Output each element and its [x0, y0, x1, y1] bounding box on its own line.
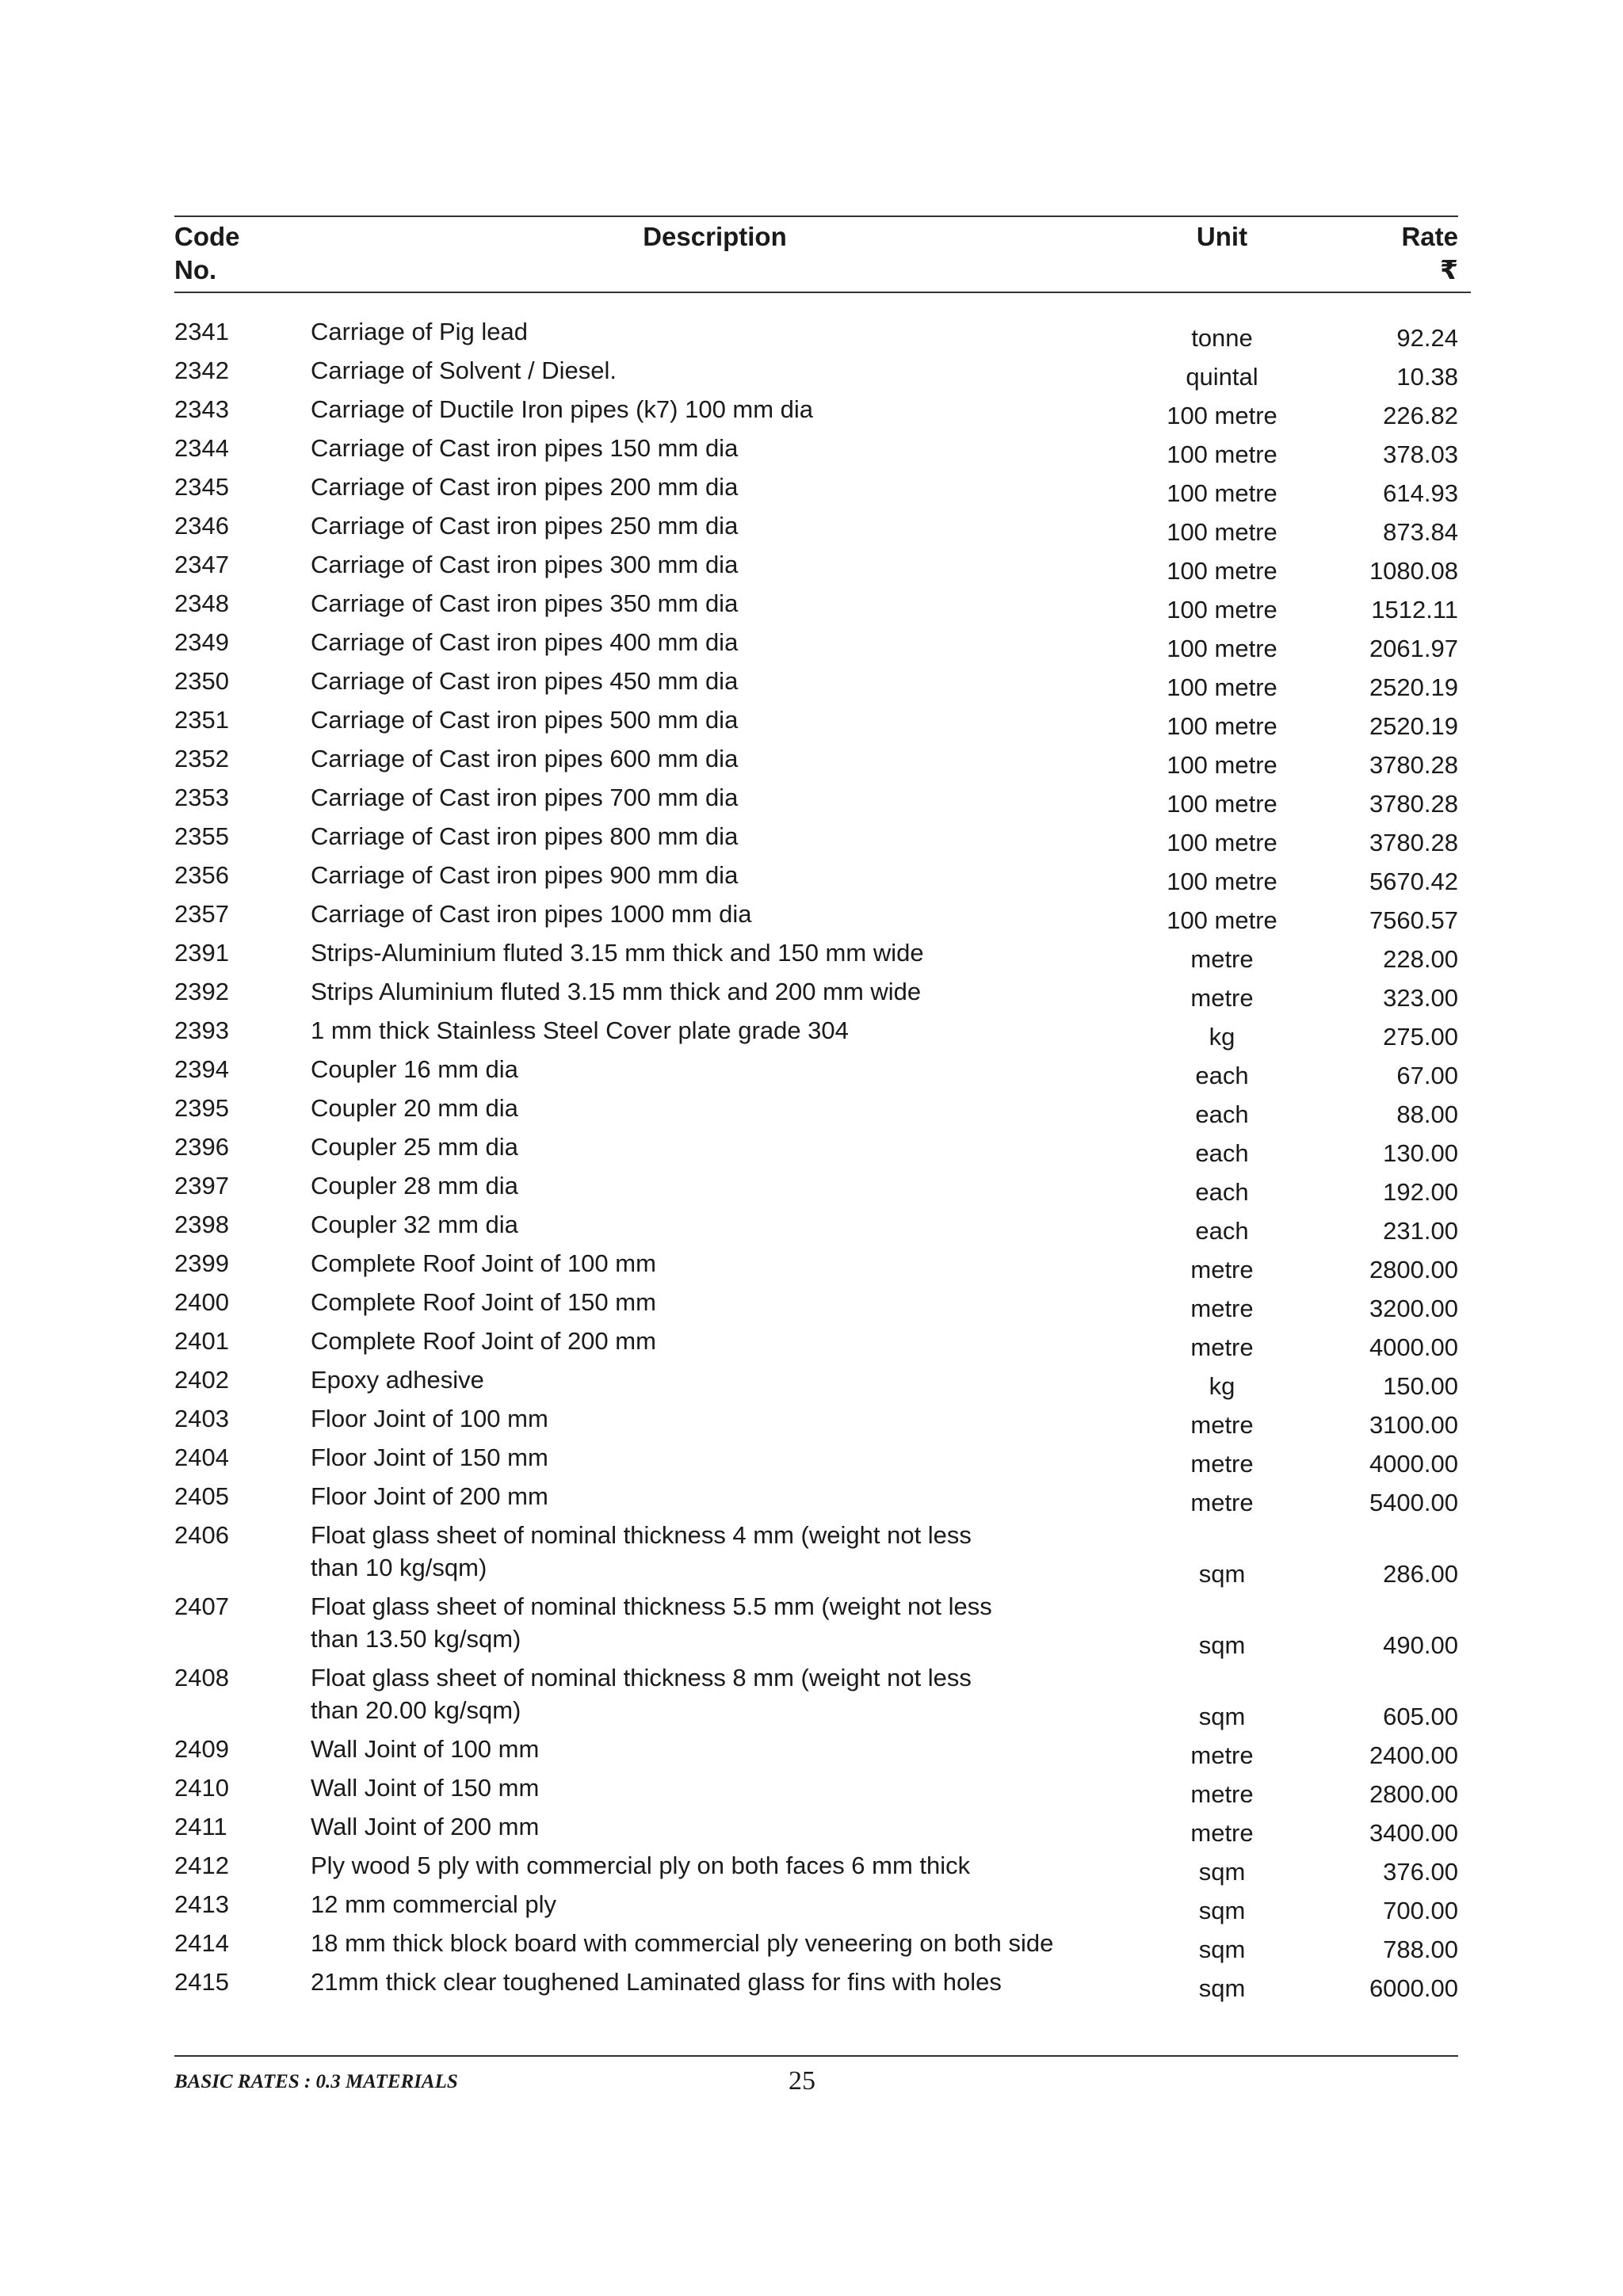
cell-code: 2402: [174, 1366, 229, 1394]
table-row: [174, 1208, 1471, 1247]
cell-description: Epoxy adhesive: [311, 1366, 484, 1394]
cell-rate: 3780.28: [1369, 790, 1458, 818]
cell-unit: metre: [1190, 1780, 1254, 1808]
cell-code: 2414: [174, 1929, 229, 1957]
cell-code: 2348: [174, 589, 229, 617]
cell-code: 2352: [174, 745, 229, 772]
table-row: [174, 1053, 1471, 1092]
cell-unit: metre: [1190, 1411, 1254, 1439]
cell-description: Complete Roof Joint of 100 mm: [311, 1249, 656, 1277]
cell-description: Complete Roof Joint of 200 mm: [311, 1327, 656, 1355]
table-row: [174, 1247, 1471, 1286]
cell-code: 2406: [174, 1521, 229, 1549]
cell-code: 2407: [174, 1592, 229, 1620]
footer-section-label: BASIC RATES : 0.3 MATERIALS: [174, 2071, 458, 2092]
cell-description: Float glass sheet of nominal thickness 4 mm (weight not less than 10 kg/sqm): [311, 1521, 972, 1581]
cell-rate: 2520.19: [1369, 712, 1458, 740]
table-row: [174, 1325, 1471, 1363]
cell-description: Coupler 25 mm dia: [311, 1133, 518, 1161]
cell-description: Carriage of Cast iron pipes 500 mm dia: [311, 706, 739, 734]
page-footer: [174, 2055, 1458, 2095]
table-row: [174, 432, 1471, 471]
cell-rate: 614.93: [1383, 479, 1458, 507]
cell-rate: 1512.11: [1371, 596, 1458, 624]
cell-code: 2411: [174, 1813, 227, 1840]
cell-unit: 100 metre: [1167, 673, 1277, 701]
cell-code: 2410: [174, 1774, 229, 1802]
cell-rate: 4000.00: [1369, 1333, 1458, 1361]
cell-unit: sqm: [1198, 1560, 1246, 1588]
cell-unit: 100 metre: [1167, 557, 1277, 585]
cell-unit: kg: [1209, 1372, 1235, 1400]
cell-unit: 100 metre: [1167, 635, 1277, 662]
cell-rate: 2061.97: [1369, 635, 1458, 662]
table-row: [174, 859, 1471, 898]
cell-unit: each: [1195, 1062, 1249, 1089]
cell-rate: 6000.00: [1369, 1974, 1458, 2002]
cell-description: 1 mm thick Stainless Steel Cover plate grade 304: [311, 1016, 849, 1044]
cell-description: Float glass sheet of nominal thickness 5.5 mm (weight not less than 13.50 kg/sqm): [311, 1592, 992, 1653]
cell-rate: 130.00: [1383, 1139, 1458, 1167]
cell-code: 2341: [174, 318, 229, 345]
table-row: [174, 626, 1471, 665]
table-row: [174, 936, 1471, 975]
cell-rate: 378.03: [1383, 441, 1458, 468]
table-row: [174, 1014, 1471, 1053]
cell-code: 2405: [174, 1482, 229, 1510]
cell-unit: tonne: [1191, 324, 1253, 352]
cell-code: 2356: [174, 861, 229, 889]
cell-code: 2412: [174, 1852, 229, 1879]
cell-rate: 231.00: [1383, 1217, 1458, 1245]
cell-rate: 2400.00: [1369, 1741, 1458, 1769]
cell-code: 2344: [174, 434, 229, 462]
cell-description: Complete Roof Joint of 150 mm: [311, 1288, 656, 1316]
cell-unit: each: [1195, 1139, 1249, 1167]
cell-rate: 67.00: [1396, 1062, 1458, 1089]
cell-code: 2347: [174, 551, 229, 578]
header-description: [311, 217, 1119, 292]
cell-unit: metre: [1190, 1450, 1254, 1478]
table-row: [174, 1169, 1471, 1208]
table-row: [174, 1286, 1471, 1325]
cell-code: 2413: [174, 1890, 229, 1918]
cell-unit: 100 metre: [1167, 868, 1277, 895]
cell-unit: each: [1195, 1178, 1249, 1206]
cell-unit: metre: [1190, 984, 1254, 1012]
header-description-label: Description: [643, 222, 787, 251]
cell-unit: 100 metre: [1167, 518, 1277, 546]
cell-description: Carriage of Cast iron pipes 450 mm dia: [311, 667, 739, 695]
cell-description: 21mm thick clear toughened Laminated glass for fins with holes: [311, 1968, 1002, 1996]
cell-code: 2409: [174, 1735, 229, 1763]
header-rate: [1325, 217, 1471, 292]
cell-rate: 490.00: [1383, 1631, 1458, 1659]
cell-unit: 100 metre: [1167, 906, 1277, 934]
cell-description: Carriage of Cast iron pipes 800 mm dia: [311, 822, 739, 850]
table-row: [174, 1849, 1471, 1888]
cell-description: Coupler 32 mm dia: [311, 1211, 518, 1238]
header-rate-label: Rate ₹: [1401, 222, 1458, 284]
cell-unit: 100 metre: [1167, 479, 1277, 507]
cell-unit: each: [1195, 1100, 1249, 1128]
cell-code: 2396: [174, 1133, 229, 1161]
table-header: [174, 217, 1471, 293]
cell-rate: 10.38: [1396, 363, 1458, 391]
cell-code: 2408: [174, 1664, 229, 1691]
cell-unit: each: [1195, 1217, 1249, 1245]
table-row: [174, 587, 1471, 626]
cell-code: 2398: [174, 1211, 229, 1238]
cell-rate: 3100.00: [1369, 1411, 1458, 1439]
cell-rate: 275.00: [1383, 1023, 1458, 1051]
cell-unit: metre: [1190, 1819, 1254, 1847]
cell-unit: sqm: [1198, 1703, 1246, 1730]
cell-rate: 2800.00: [1369, 1780, 1458, 1808]
cell-description: Carriage of Cast iron pipes 150 mm dia: [311, 434, 739, 462]
table-body: [174, 293, 1471, 2004]
table-row: [174, 548, 1471, 587]
table-row: [174, 1810, 1471, 1849]
header-unit-label: Unit: [1196, 222, 1248, 251]
cell-rate: 700.00: [1383, 1897, 1458, 1924]
cell-description: Ply wood 5 ply with commercial ply on both faces 6 mm thick: [311, 1852, 971, 1879]
cell-rate: 5670.42: [1369, 868, 1458, 895]
cell-rate: 605.00: [1383, 1703, 1458, 1730]
cell-rate: 323.00: [1383, 984, 1458, 1012]
table-row: [174, 1661, 1471, 1733]
cell-unit: quintal: [1186, 363, 1258, 391]
cell-description: Carriage of Cast iron pipes 400 mm dia: [311, 628, 739, 656]
table-row: [174, 1402, 1471, 1441]
table-row: [174, 1092, 1471, 1131]
cell-description: Floor Joint of 150 mm: [311, 1444, 548, 1471]
cell-code: 2351: [174, 706, 229, 734]
cell-rate: 3780.28: [1369, 829, 1458, 856]
cell-code: 2345: [174, 473, 229, 501]
cell-unit: sqm: [1198, 1897, 1246, 1924]
cell-rate: 88.00: [1396, 1100, 1458, 1128]
table-row: [174, 1733, 1471, 1772]
cell-code: 2395: [174, 1094, 229, 1122]
cell-code: 2401: [174, 1327, 229, 1355]
header-code: [174, 217, 311, 292]
cell-code: 2391: [174, 939, 229, 967]
cell-code: 2397: [174, 1172, 229, 1199]
cell-rate: 192.00: [1383, 1178, 1458, 1206]
cell-unit: metre: [1190, 1295, 1254, 1322]
cell-unit: 100 metre: [1167, 402, 1277, 429]
table-row: [174, 471, 1471, 509]
cell-description: Carriage of Pig lead: [311, 318, 528, 345]
cell-rate: 286.00: [1383, 1560, 1458, 1588]
page-number: 25: [789, 2066, 815, 2096]
table-row: [174, 820, 1471, 859]
cell-unit: metre: [1190, 1489, 1254, 1516]
cell-unit: sqm: [1198, 1936, 1246, 1963]
cell-code: 2415: [174, 1968, 229, 1996]
table-row: [174, 1772, 1471, 1810]
cell-description: Carriage of Cast iron pipes 200 mm dia: [311, 473, 739, 501]
cell-description: Wall Joint of 150 mm: [311, 1774, 540, 1802]
cell-description: Coupler 20 mm dia: [311, 1094, 518, 1122]
cell-code: 2342: [174, 357, 229, 384]
cell-code: 2357: [174, 900, 229, 928]
cell-rate: 226.82: [1383, 402, 1458, 429]
cell-description: Float glass sheet of nominal thickness 8 mm (weight not less than 20.00 kg/sqm): [311, 1664, 972, 1724]
cell-description: Strips Aluminium fluted 3.15 mm thick and 200 mm wide: [311, 978, 922, 1005]
cell-rate: 376.00: [1383, 1858, 1458, 1886]
cell-unit: 100 metre: [1167, 441, 1277, 468]
table-row: [174, 393, 1471, 432]
table-row: [174, 665, 1471, 704]
cell-description: Carriage of Cast iron pipes 600 mm dia: [311, 745, 739, 772]
table-row: [174, 1131, 1471, 1169]
cell-rate: 150.00: [1383, 1372, 1458, 1400]
cell-unit: kg: [1209, 1023, 1235, 1051]
cell-description: Carriage of Cast iron pipes 300 mm dia: [311, 551, 739, 578]
cell-rate: 228.00: [1383, 945, 1458, 973]
rates-page: [174, 215, 1458, 2004]
cell-unit: metre: [1190, 945, 1254, 973]
cell-unit: 100 metre: [1167, 712, 1277, 740]
table-row: [174, 975, 1471, 1014]
header-row: [174, 217, 1471, 292]
table-row: [174, 1480, 1471, 1519]
cell-description: 18 mm thick block board with commercial ply veneering on both side: [311, 1929, 1054, 1957]
cell-unit: 100 metre: [1167, 829, 1277, 856]
cell-unit: metre: [1190, 1741, 1254, 1769]
table-row: [174, 742, 1471, 781]
cell-code: 2343: [174, 395, 229, 423]
cell-code: 2349: [174, 628, 229, 656]
table-row: [174, 1966, 1471, 2004]
cell-rate: 3780.28: [1369, 751, 1458, 779]
header-code-label: Code No.: [174, 222, 240, 284]
cell-rate: 788.00: [1383, 1936, 1458, 1963]
cell-code: 2353: [174, 784, 229, 811]
cell-code: 2403: [174, 1405, 229, 1432]
cell-description: Floor Joint of 100 mm: [311, 1405, 548, 1432]
cell-unit: 100 metre: [1167, 751, 1277, 779]
cell-rate: 5400.00: [1369, 1489, 1458, 1516]
cell-unit: metre: [1190, 1256, 1254, 1283]
cell-description: Wall Joint of 100 mm: [311, 1735, 540, 1763]
cell-code: 2350: [174, 667, 229, 695]
cell-description: Carriage of Cast iron pipes 1000 mm dia: [311, 900, 752, 928]
table-row: [174, 509, 1471, 548]
cell-rate: 4000.00: [1369, 1450, 1458, 1478]
cell-description: Carriage of Cast iron pipes 250 mm dia: [311, 512, 739, 540]
rates-table: [174, 217, 1471, 2004]
cell-rate: 2800.00: [1369, 1256, 1458, 1283]
table-row: [174, 1888, 1471, 1927]
cell-code: 2404: [174, 1444, 229, 1471]
cell-code: 2393: [174, 1016, 229, 1044]
cell-unit: 100 metre: [1167, 790, 1277, 818]
cell-description: Carriage of Solvent / Diesel.: [311, 357, 617, 384]
cell-description: Carriage of Ductile Iron pipes (k7) 100 mm dia: [311, 395, 814, 423]
cell-unit: 100 metre: [1167, 596, 1277, 624]
cell-rate: 3400.00: [1369, 1819, 1458, 1847]
cell-description: Carriage of Cast iron pipes 350 mm dia: [311, 589, 739, 617]
table-row: [174, 293, 1471, 354]
cell-code: 2355: [174, 822, 229, 850]
cell-description: Carriage of Cast iron pipes 900 mm dia: [311, 861, 739, 889]
table-row: [174, 1519, 1471, 1590]
cell-unit: sqm: [1198, 1631, 1246, 1659]
cell-rate: 873.84: [1383, 518, 1458, 546]
cell-description: Floor Joint of 200 mm: [311, 1482, 548, 1510]
cell-code: 2399: [174, 1249, 229, 1277]
table-row: [174, 898, 1471, 936]
header-unit: [1119, 217, 1325, 292]
table-row: [174, 354, 1471, 393]
cell-rate: 3200.00: [1369, 1295, 1458, 1322]
cell-description: Coupler 28 mm dia: [311, 1172, 518, 1199]
cell-description: Carriage of Cast iron pipes 700 mm dia: [311, 784, 739, 811]
cell-description: Coupler 16 mm dia: [311, 1055, 518, 1083]
cell-rate: 7560.57: [1369, 906, 1458, 934]
table-row: [174, 1590, 1471, 1661]
cell-rate: 92.24: [1396, 324, 1458, 352]
cell-code: 2394: [174, 1055, 229, 1083]
cell-unit: sqm: [1198, 1974, 1246, 2002]
table-row: [174, 1441, 1471, 1480]
table-row: [174, 704, 1471, 742]
cell-rate: 1080.08: [1369, 557, 1458, 585]
cell-unit: sqm: [1198, 1858, 1246, 1886]
table-row: [174, 781, 1471, 820]
cell-code: 2400: [174, 1288, 229, 1316]
cell-description: Wall Joint of 200 mm: [311, 1813, 540, 1840]
cell-code: 2346: [174, 512, 229, 540]
cell-unit: metre: [1190, 1333, 1254, 1361]
cell-code: 2392: [174, 978, 229, 1005]
cell-rate: 2520.19: [1369, 673, 1458, 701]
cell-description: 12 mm commercial ply: [311, 1890, 557, 1918]
cell-description: Strips-Aluminium fluted 3.15 mm thick and 150 mm wide: [311, 939, 924, 967]
table-row: [174, 1363, 1471, 1402]
table-row: [174, 1927, 1471, 1966]
